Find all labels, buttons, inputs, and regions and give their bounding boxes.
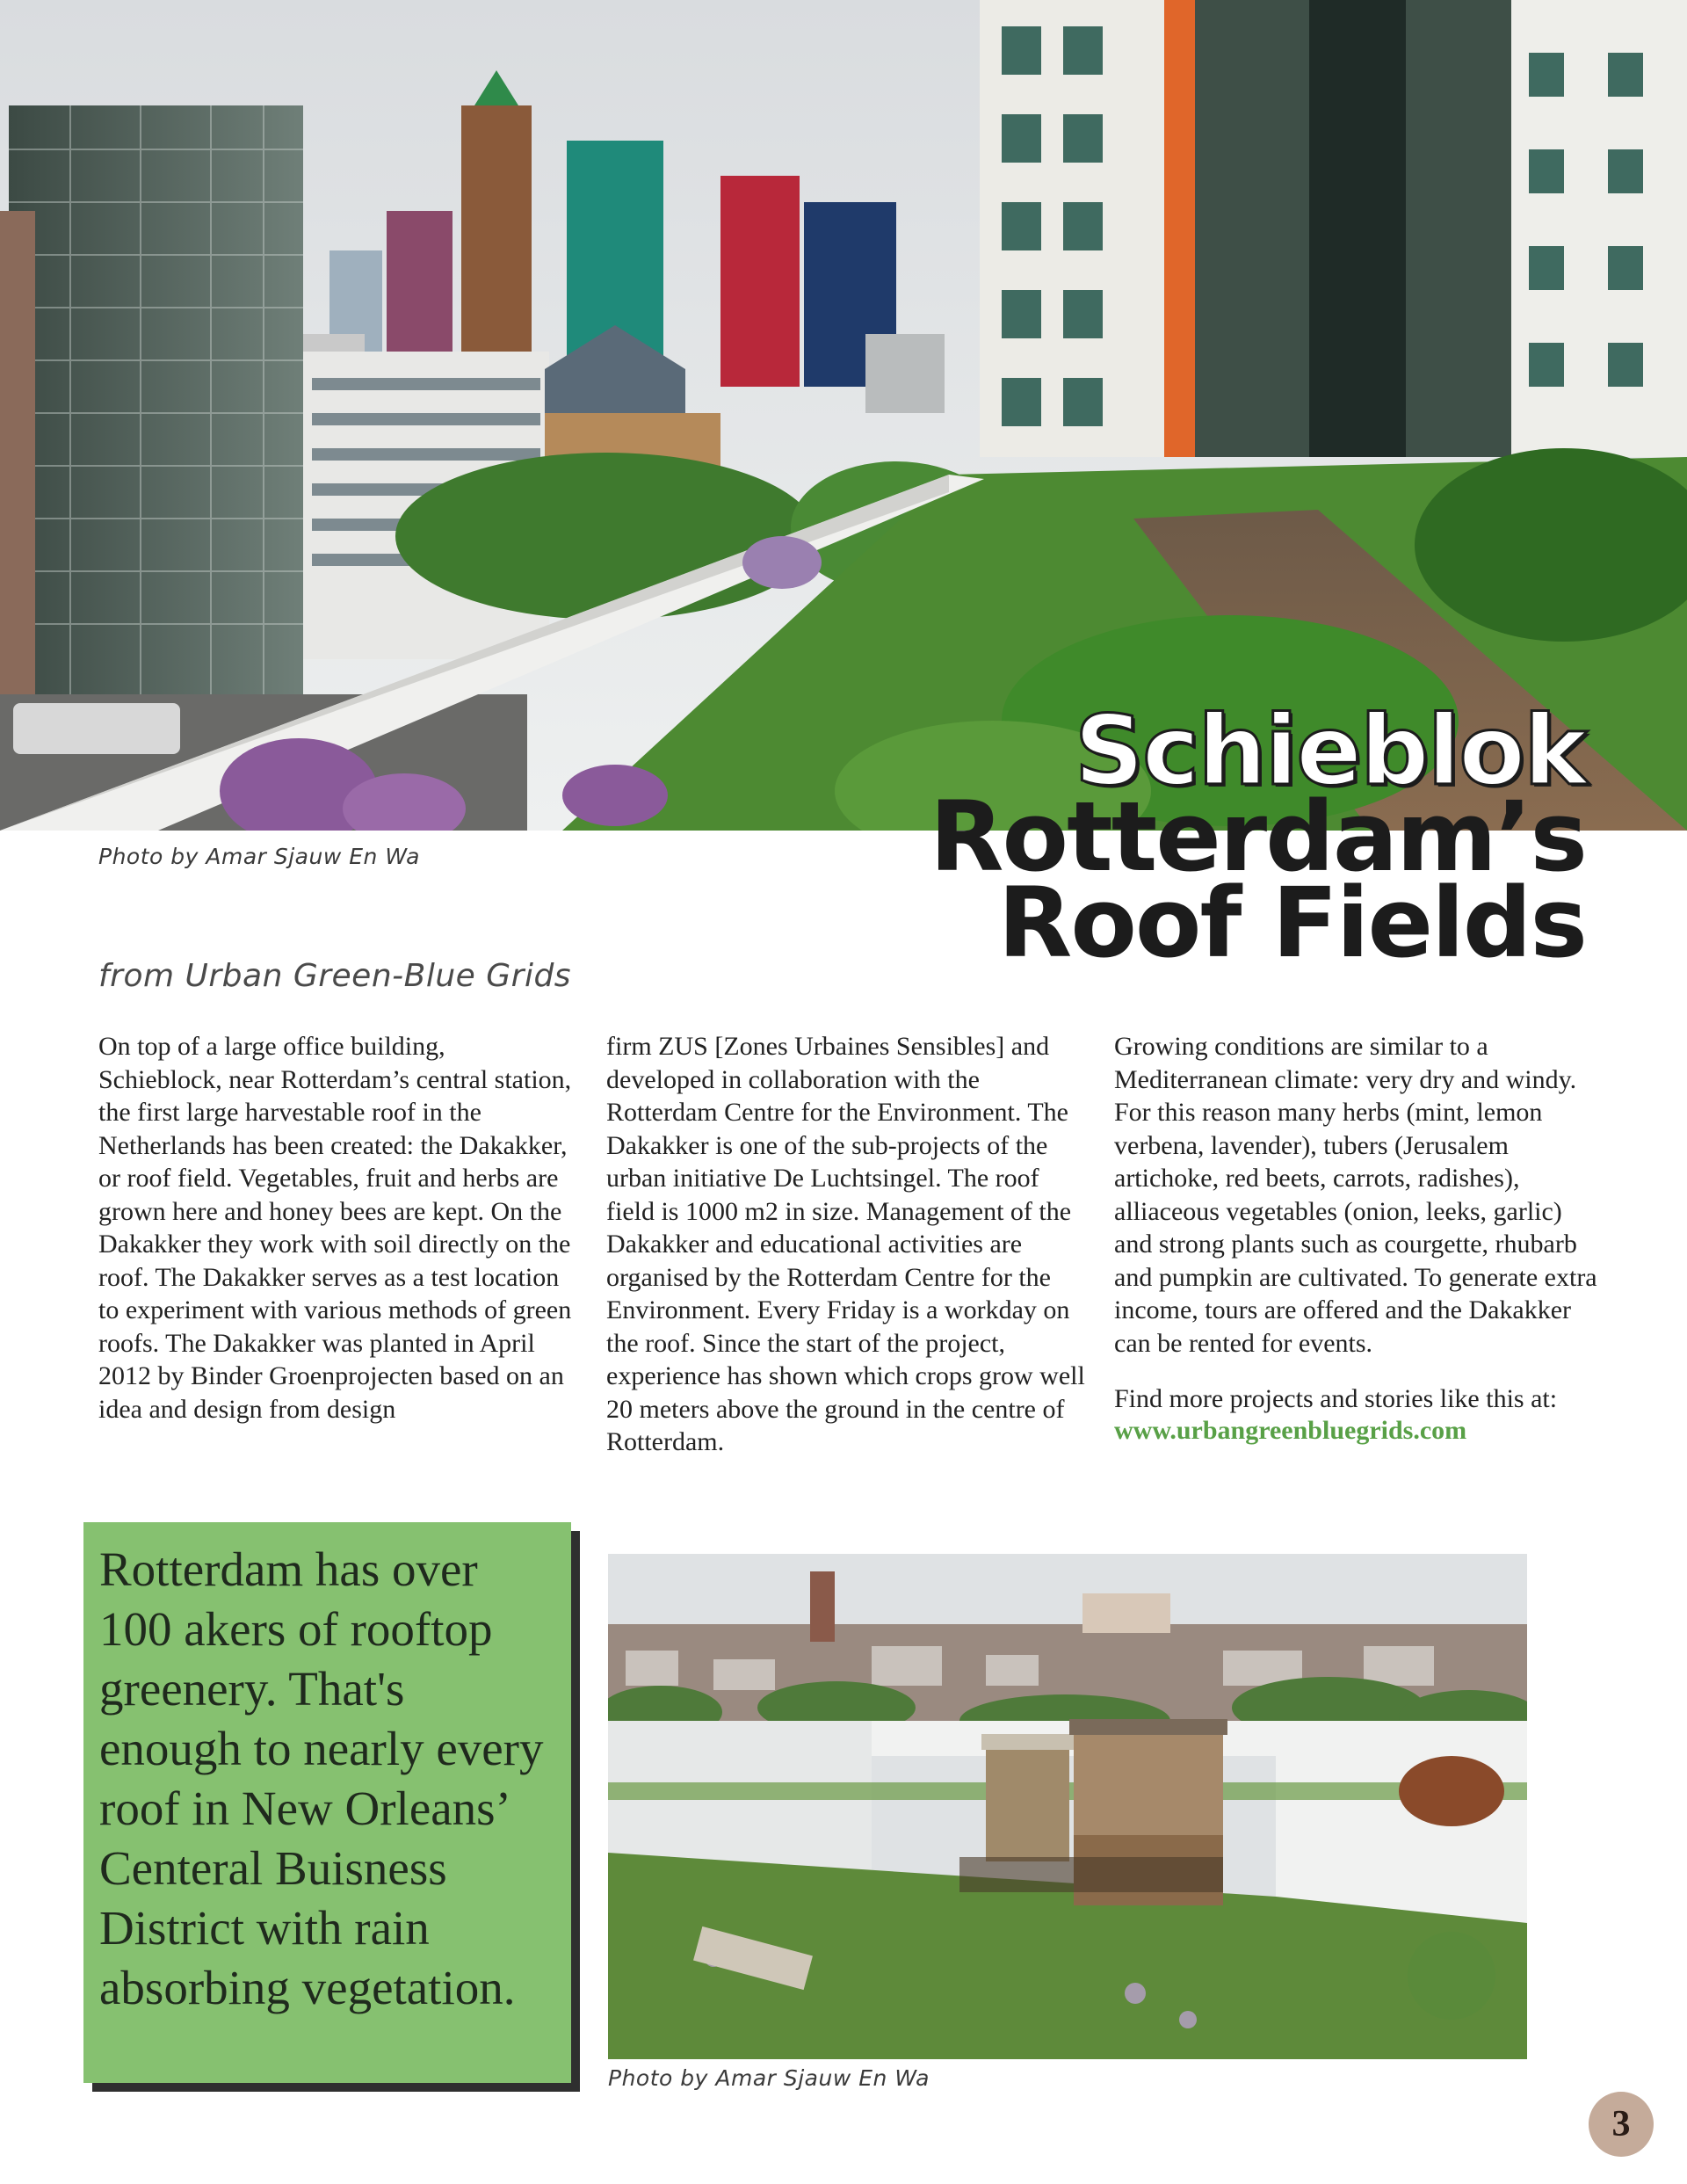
website-link[interactable]: www.urbangreenbluegrids.com <box>1114 1416 1467 1445</box>
article-column-2 <box>606 1030 1085 1459</box>
article-paragraph: On top of a large office building, Schieblock, near Rotterdam’s central station, the first large harvestable roof in the Netherlands has been created: the Dakakker, or roof field. Vegetables, fruit and herbs are grown here and honey bees are kept. On the Dakakker they work with soil directly on the roof. The Dakakker serves as a test location to experiment with various methods of green roofs. The Dakakker was planted in April 2012 by Binder Groenprojecten based on an idea and design from design <box>98 1032 572 1424</box>
pull-quote-box <box>83 1522 571 2083</box>
page-title <box>929 694 1586 979</box>
article-column-3 <box>1114 1030 1606 1444</box>
beehive-rooftop-photo <box>608 1554 1527 2059</box>
subheading-source: from Urban Green-Blue Grids <box>98 958 572 994</box>
pull-quote-text: Rotterdam has over 100 akers of rooftop greenery. That's enough to nearly every roof in New Orleans’ Centeral Buisness District with rain absorbing vegetation. <box>99 1542 544 2014</box>
title-line-2: Rotterdam’s <box>929 780 1586 893</box>
title-line-3: Roof Fields <box>997 867 1586 979</box>
photo2-caption: Photo by Amar Sjauw En Wa <box>608 2065 930 2091</box>
title-line-1: Schieblok <box>1074 694 1586 807</box>
article-paragraph: Growing conditions are similar to a Mediterranean climate: very dry and windy. For this reason many herbs (mint, lemon verbena, lavender), tubers (Jerusalem artichoke, red beets, carrots, radishes), alliaceous vegetables (onion, leeks, garlic) and strong plants such as courgette, rhubarb and pumpkin are cultivated. To generate extra income, tours are offered and the Dakakker can be rented for events. <box>1114 1032 1597 1358</box>
article-column-1 <box>98 1030 573 1426</box>
hero-photo-caption: Photo by Amar Sjauw En Wa <box>98 844 421 869</box>
find-more-label: Find more projects and stories like this at: <box>1114 1384 1558 1413</box>
article-paragraph: firm ZUS [Zones Urbaines Sensibles] and developed in collaboration with the Rotterdam Centre for the Environment. The Dakakker is one of the sub-projects of the urban initiative De Luchtsingel. The roof field is 1000 m2 in size. Management of the Dakakker and educational activities are organised by the Rotterdam Centre for the Environment. Every Friday is a workday on the roof. Since the start of the project, experience has shown which crops grow well 20 meters above the ground in the centre of Rotterdam. <box>606 1032 1085 1456</box>
find-more-text <box>1114 1386 1606 1444</box>
page-number-badge: 3 <box>1589 2092 1654 2157</box>
